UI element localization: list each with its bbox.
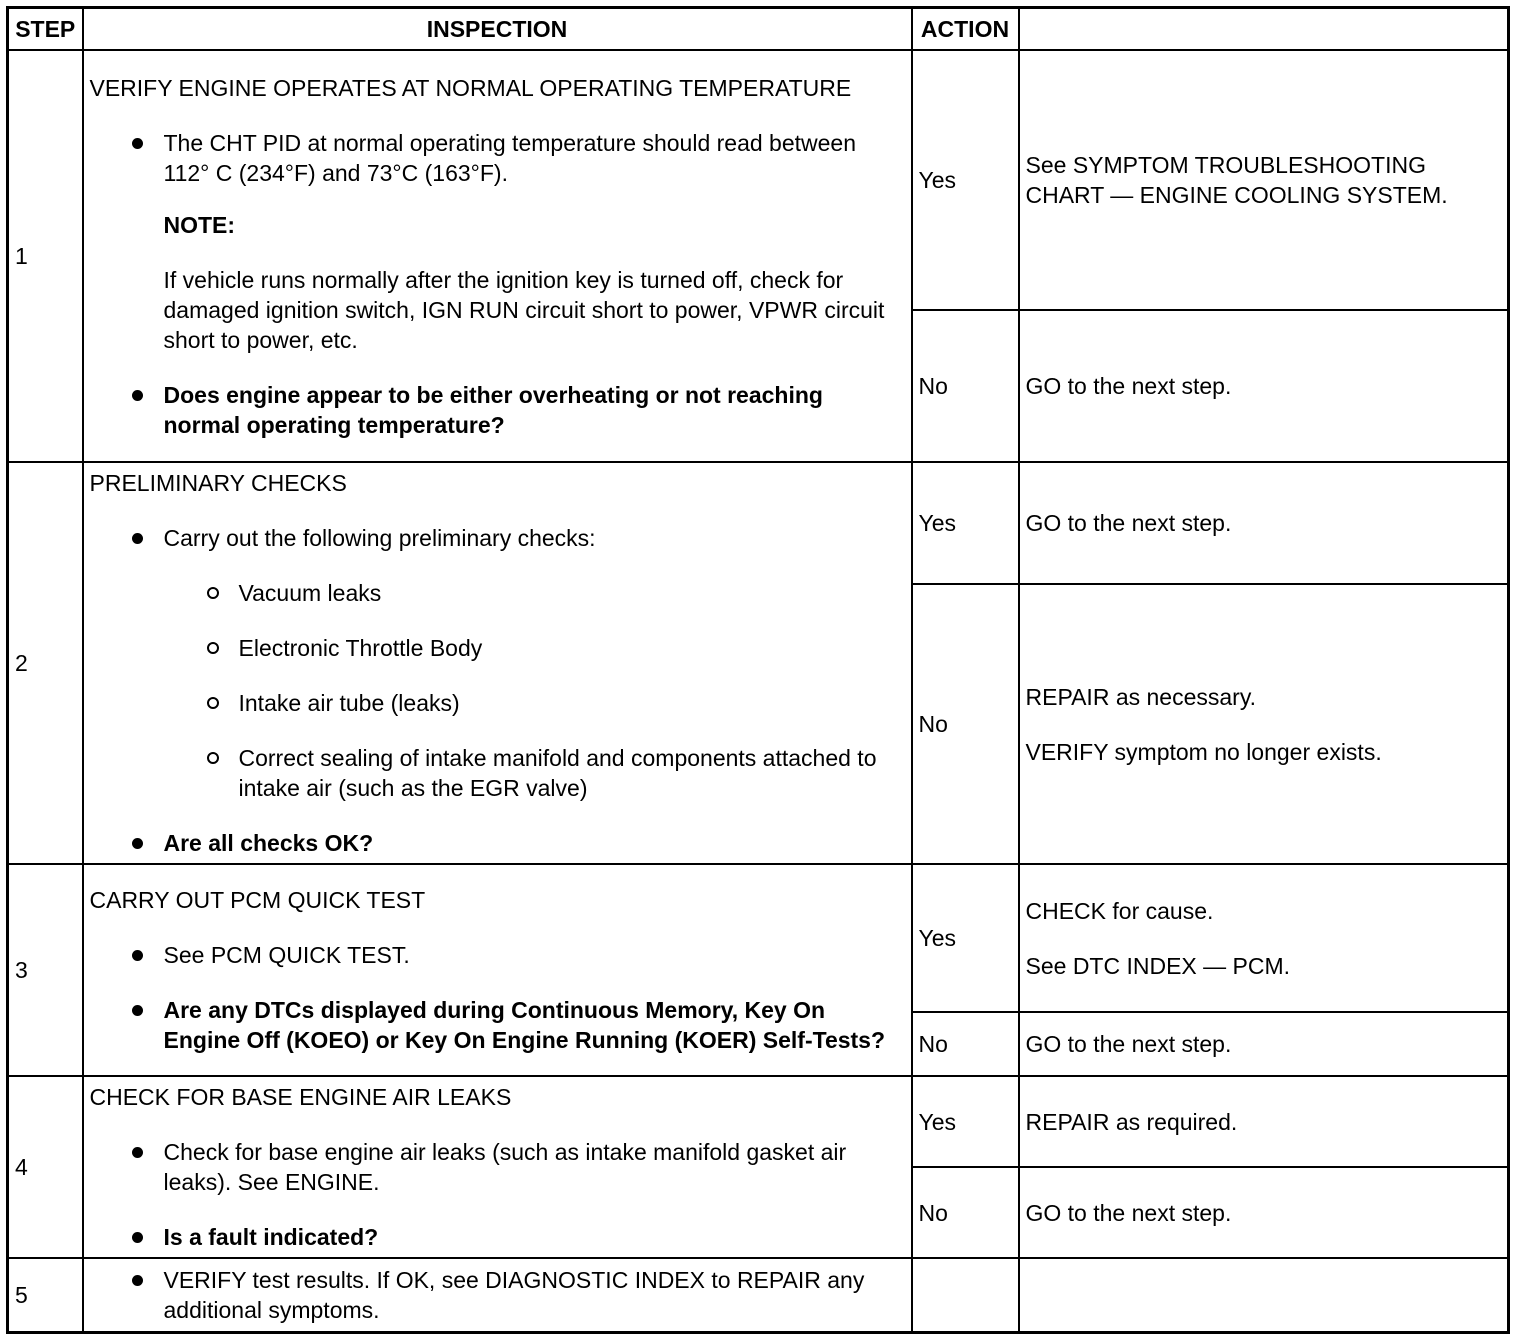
step-4-question: Is a fault indicated? [164, 1222, 905, 1252]
step-2-yes-label: Yes [912, 462, 1019, 584]
step-4-row-yes [8, 1076, 1509, 1167]
step-1-yes-action: See SYMPTOM TROUBLESHOOTING CHART — ENGINE COOLING SYSTEM. [1019, 50, 1509, 310]
step-1-title: VERIFY ENGINE OPERATES AT NORMAL OPERATING TEMPERATURE [89, 74, 852, 101]
step-4-number: 4 [8, 1076, 83, 1258]
bullet-dot-icon [132, 1275, 143, 1286]
header-step: STEP [8, 8, 83, 51]
step-3-yes-label: Yes [912, 864, 1019, 1012]
step-4-inspection [83, 1076, 912, 1258]
step-2-number: 2 [8, 462, 83, 864]
bullet-ring-icon [207, 697, 219, 709]
step-3-question: Are any DTCs displayed during Continuous Memory, Key On Engine Off (KOEO) or Key On Engine Running (KOER) Self-Tests? [164, 995, 905, 1055]
step-3-yes-action: CHECK for cause. See DTC INDEX — PCM. [1019, 864, 1509, 1012]
step-2-row-yes [8, 462, 1509, 584]
step-1-bullet: The CHT PID at normal operating temperature should read between 112° C (234°F) and 73°C (163°F). NOTE: If vehicle runs normally after the ignition key is turned off, check for damaged ignition switch, IGN RUN circuit short to power, VPWR circuit short to power, etc. [164, 128, 905, 355]
step-2-sub-item: Correct sealing of intake manifold and components attached to intake air (such as the EGR valve) [239, 743, 905, 803]
bullet-dot-icon [132, 138, 143, 149]
step-4-no-action: GO to the next step. [1019, 1167, 1509, 1258]
step-5-row [8, 1258, 1509, 1333]
bullet-dot-icon [132, 838, 143, 849]
step-1-row-yes [8, 50, 1509, 310]
bullet-dot-icon [132, 533, 143, 544]
step-1-yes-label: Yes [912, 50, 1019, 310]
header-blank [1019, 8, 1509, 51]
step-4-yes-label: Yes [912, 1076, 1019, 1167]
step-3-no-action: GO to the next step. [1019, 1012, 1509, 1076]
bullet-ring-icon [207, 587, 219, 599]
step-2-yes-action: GO to the next step. [1019, 462, 1509, 584]
step-5-answer-empty [912, 1258, 1019, 1333]
step-3-title: CARRY OUT PCM QUICK TEST [89, 887, 426, 913]
step-2-question: Are all checks OK? [164, 828, 905, 858]
step-2-title: PRELIMINARY CHECKS [89, 470, 347, 496]
step-2-no-action: REPAIR as necessary. VERIFY symptom no longer exists. [1019, 584, 1509, 864]
step-4-no-label: No [912, 1167, 1019, 1258]
step-5-bullet: VERIFY test results. If OK, see DIAGNOSTIC INDEX to REPAIR any additional symptoms. [164, 1265, 905, 1325]
bullet-dot-icon [132, 1232, 143, 1243]
step-5-action-empty [1019, 1258, 1509, 1333]
step-2-sub-item: Vacuum leaks [239, 578, 905, 608]
bullet-dot-icon [132, 950, 143, 961]
bullet-dot-icon [132, 1147, 143, 1158]
step-3-no-label: No [912, 1012, 1019, 1076]
step-1-inspection [83, 50, 912, 462]
step-1-question: Does engine appear to be either overheating or not reaching normal operating temperature? [164, 380, 905, 440]
step-1-no-label: No [912, 310, 1019, 462]
step-1-note-text: If vehicle runs normally after the ignition key is turned off, check for damaged ignition switch, IGN RUN circuit short to power, VPWR circuit short to power, etc. [163, 266, 885, 353]
header-inspection: INSPECTION [83, 8, 912, 51]
step-3-row-yes [8, 864, 1509, 1012]
bullet-dot-icon [132, 390, 143, 401]
step-2-sub-item: Intake air tube (leaks) [239, 688, 905, 718]
bullet-dot-icon [132, 1005, 143, 1016]
step-1-no-action: GO to the next step. [1019, 310, 1509, 462]
bullet-ring-icon [207, 642, 219, 654]
step-1-note-label: NOTE: [163, 211, 236, 238]
step-2-inspection [83, 462, 912, 864]
step-2-bullet: Carry out the following preliminary checks: Vacuum leaks Electronic Throttle Body Intake air tube (leaks) Correct sealing of intake manifold and components attached to intake air (such as the EGR valve) [164, 523, 905, 803]
step-2-no-label: No [912, 584, 1019, 864]
step-5-number: 5 [8, 1258, 83, 1333]
step-3-number: 3 [8, 864, 83, 1076]
diagnostic-table [6, 6, 1510, 1334]
step-2-sub-item: Electronic Throttle Body [239, 633, 905, 663]
step-1-number: 1 [8, 50, 83, 462]
step-4-bullet: Check for base engine air leaks (such as intake manifold gasket air leaks). See ENGINE. [164, 1137, 905, 1197]
step-5-inspection [83, 1258, 912, 1333]
bullet-ring-icon [207, 752, 219, 764]
step-4-yes-action: REPAIR as required. [1019, 1076, 1509, 1167]
step-4-title: CHECK FOR BASE ENGINE AIR LEAKS [89, 1084, 512, 1110]
header-row [8, 8, 1509, 51]
step-3-inspection [83, 864, 912, 1076]
header-action: ACTION [912, 8, 1019, 51]
step-3-bullet: See PCM QUICK TEST. [164, 940, 905, 970]
